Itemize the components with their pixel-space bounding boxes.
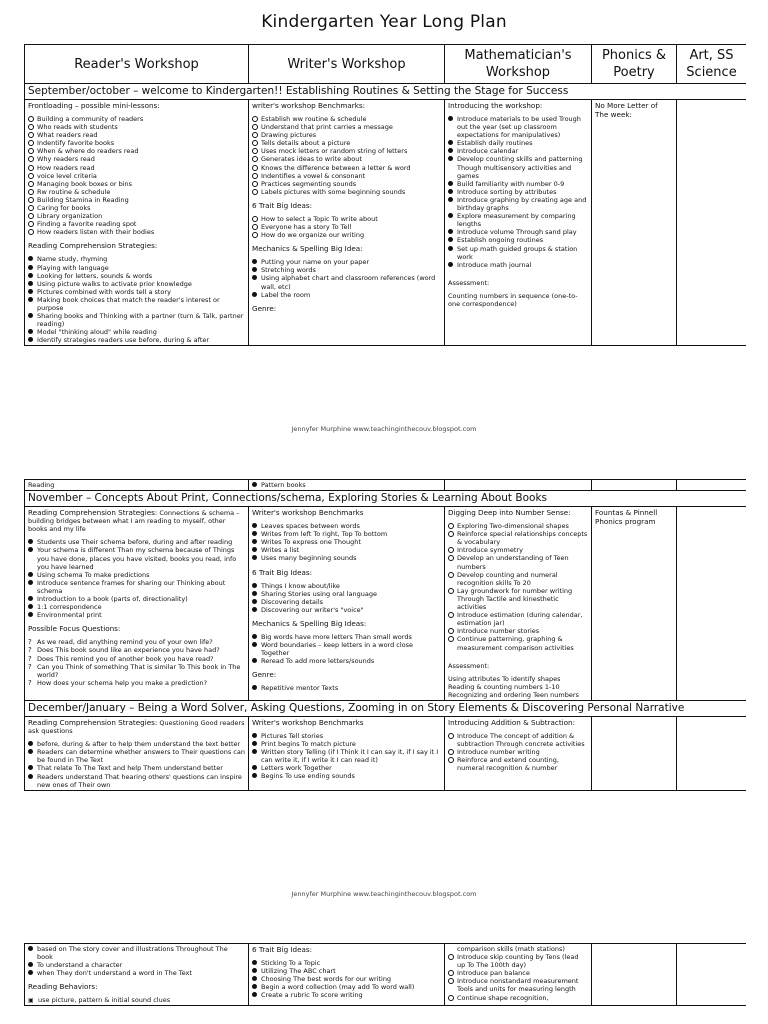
list	[252, 732, 441, 781]
list-item: What readers read	[28, 131, 245, 139]
list-item: Develop an understanding of Teen numbers	[448, 554, 588, 570]
list-item: Reinforce and extend counting, numeral recognition & number	[448, 756, 588, 772]
list-item: Introduce math journal	[448, 261, 588, 269]
list-item: Choosing The best words for our writing	[252, 975, 441, 983]
list-item: Everyone has a story To Tell	[252, 223, 441, 231]
cell-writers-dec	[249, 716, 445, 790]
list-item: Rw routine & schedule	[28, 188, 245, 196]
cell-writers-dec-cont	[249, 944, 445, 1006]
list	[28, 538, 245, 619]
list-item: Labels pictures with some beginning sounds	[252, 188, 441, 196]
list-item: Begin a word collection (may add To word wall)	[252, 983, 441, 991]
list	[28, 740, 245, 789]
heading: Reading Comprehension Strategies:	[28, 508, 158, 518]
cell-readers-dec-cont	[25, 944, 249, 1006]
list-item: Introduce estimation (during calendar, estimation jar)	[448, 611, 588, 627]
list-item: Practices segmenting sounds	[252, 180, 441, 188]
heading: 6 Trait Big Ideas:	[252, 200, 313, 210]
list-item: Using alphabet chart and classroom references (word wall, etc)	[252, 274, 441, 290]
list	[28, 638, 245, 687]
footer: Jennyfer Murphine www.teachinginthecouv.blogspot.com	[291, 425, 477, 433]
list-item: when They don't understand a word in The Text	[28, 969, 245, 977]
cell-art-nov	[677, 507, 747, 701]
list-item: Establish daily routines	[448, 139, 588, 147]
list-item: Lay groundwork for number writing Through Tactile and kinesthetic activities	[448, 587, 588, 611]
heading: Digging Deep into Number Sense:	[448, 508, 571, 518]
list-item: Identify strategies readers use before, during & after	[28, 336, 245, 344]
text: comparison skills (math stations)	[457, 945, 565, 953]
list-item: Set up math guided groups & station work	[448, 245, 588, 261]
list-item: Discovering details	[252, 598, 441, 606]
list-item: Introduce materials to be used Trough out the year (set up classroom expectations for manipulatives)	[448, 115, 588, 139]
heading: Reading Behaviors:	[28, 982, 98, 992]
list-item: Writes from left To right, Top To bottom	[252, 530, 441, 538]
heading: 6 Trait Big Ideas:	[252, 945, 313, 954]
heading: Assessment:	[448, 278, 490, 287]
header-phonics-poetry: Phonics & Poetry	[592, 45, 677, 84]
list-item: Why readers read	[28, 155, 245, 163]
list-item: Continue shape recognition,	[448, 994, 588, 1002]
list-item: Generates ideas to write about	[252, 155, 441, 163]
list-item: That relate To The Text and help Them understand better	[28, 764, 245, 772]
list-item: Understand that print carries a message	[252, 123, 441, 131]
page-2	[24, 479, 746, 883]
list-item: Establish ongoing routines	[448, 236, 588, 244]
text: use picture, pattern & initial sound clues	[38, 996, 171, 1005]
list-item: Uses many beginning sounds	[252, 554, 441, 562]
list-item: Writes To express one Thought	[252, 538, 441, 546]
list-item: Sharing books and Thinking with a partner (turn & Talk, partner reading)	[28, 312, 245, 328]
list-item: Label the room	[252, 291, 441, 299]
list-item: Introduce The concept of addition & subtraction Through concrete activities	[448, 732, 588, 748]
list-item: Introduce sentence frames for sharing our Thinking about schema	[28, 579, 245, 595]
heading: Frontloading – possible mini-lessons:	[28, 101, 160, 110]
document-title: Kindergarten Year Long Plan	[261, 12, 507, 32]
list-item: Introduction to a book (parts of, directionality)	[28, 595, 245, 603]
list-item: Things I know about/like	[252, 582, 441, 590]
list-item: Readers can determine whether answers to Their questions can be found in The Text	[28, 748, 245, 764]
cell-math-nov	[445, 507, 592, 701]
heading: Assessment:	[448, 661, 490, 670]
list-item: To understand a character	[28, 961, 245, 969]
heading: Possible Focus Questions:	[28, 624, 121, 634]
list-item: Written story Telling (if I Think it I can say it, if I say it I can write it, if I write it I can read it)	[252, 748, 441, 764]
list	[252, 215, 441, 239]
heading: Introducing the workshop:	[448, 101, 543, 110]
list-item: How readers read	[28, 164, 245, 172]
list-item: voice level criteria	[28, 172, 245, 180]
list-item: Reread To add more letters/sounds	[252, 657, 441, 665]
text: Questioning Good readers ask questions	[28, 718, 245, 736]
list-item: Writes a list	[252, 546, 441, 554]
page-3	[24, 943, 746, 1024]
cell-readers-sep	[25, 100, 249, 346]
list-item: Your schema is different Than my schema because of Things you have done, places you have visited, books you read, info you have learned	[28, 546, 245, 570]
heading: writer's workshop Benchmarks:	[252, 101, 366, 110]
list-item: Introduce sorting by attributes	[448, 188, 588, 196]
heading: Genre:	[252, 303, 277, 313]
list-item: Putting your name on your paper	[252, 258, 441, 266]
list	[252, 481, 441, 489]
list-item: Introduce nonstandard measurement Tools and units for measuring length	[448, 977, 588, 993]
cell-art-dec-cont	[677, 944, 747, 1006]
list-item: Using picture walks to activate prior knowledge	[28, 280, 245, 288]
list-item: Develop counting and numeral recognition skills To 20	[448, 571, 588, 587]
list-item: How to select a Topic To write about	[252, 215, 441, 223]
header-writers-workshop: Writer's Workshop	[249, 45, 445, 84]
list	[252, 115, 441, 196]
footer: Jennyfer Murphine www.teachinginthecouv.blogspot.com	[291, 890, 477, 898]
list-item: Library organization	[28, 212, 245, 220]
list-item: Introduce graphing by creating age and birthday graphs	[448, 196, 588, 212]
book-icon: ▣	[28, 997, 34, 1005]
heading: Genre:	[252, 670, 277, 680]
list-item: Sticking To a Topic	[252, 959, 441, 967]
heading: Writer's workshop Benchmarks	[252, 717, 364, 727]
section-december-january: December/January – Being a Word Solver, Asking Questions, Zooming in on Story Elements & Discovering Personal Narrative	[25, 700, 747, 716]
heading: 6 Trait Big Ideas:	[252, 567, 313, 577]
list-item: Pictures combined with words tell a story	[28, 288, 245, 296]
list-item: Name study, rhyming	[28, 255, 245, 263]
cell-math-cont	[445, 480, 592, 491]
cell-readers-dec	[25, 716, 249, 790]
list	[448, 732, 588, 772]
list-item: Introduce number stories	[448, 627, 588, 635]
cell-art-sep	[677, 100, 747, 346]
list-item: Managing book boxes or bins	[28, 180, 245, 188]
cell-writers-nov	[249, 507, 445, 701]
header-readers-workshop: Reader's Workshop	[25, 45, 249, 84]
list-item: Uses mock letters or random string of letters	[252, 147, 441, 155]
list-item: Discovering our writer's "voice"	[252, 606, 441, 614]
list-item: before, during & after to help them understand the text better	[28, 740, 245, 748]
list-item: Caring for books	[28, 204, 245, 212]
list-item: Introduce volume Through sand play	[448, 228, 588, 236]
list	[252, 633, 441, 665]
list-item: Model "thinking aloud" while reading	[28, 328, 245, 336]
text: Using attributes To identify shapes Reading & counting numbers 1-10 Recognizing and ordering Teen numbers	[448, 674, 579, 699]
list-item: Introduce number writing	[448, 748, 588, 756]
list-item: Pictures Tell stories	[252, 732, 441, 740]
heading: Mechanics & Spelling Big Ideas:	[252, 618, 367, 628]
list-item: Introduce calendar	[448, 147, 588, 155]
list-item: Looking for letters, sounds & words	[28, 272, 245, 280]
cell-art-dec	[677, 716, 747, 790]
cell-phonics-sep: No More Letter of The week:	[592, 100, 677, 346]
list-item: Letters work Together	[252, 764, 441, 772]
heading: Writer's workshop Benchmarks	[252, 508, 364, 518]
list-item: How readers listen with their bodies	[28, 228, 245, 236]
heading: Introducing Addition & Subtraction:	[448, 717, 576, 727]
list-item: Leaves spaces between words	[252, 522, 441, 530]
list-item: Playing with language	[28, 264, 245, 272]
list	[28, 945, 245, 977]
list-item: Exploring Two-dimensional shapes	[448, 522, 588, 530]
list-item: Readers understand That hearing others' questions can inspire new ones of Their own	[28, 773, 245, 789]
list-item: Reinforce special relationships concepts & vocabulary	[448, 530, 588, 546]
cell-phonics-dec-cont	[592, 944, 677, 1006]
list-item: When & where do readers read	[28, 147, 245, 155]
list	[448, 115, 588, 269]
list-item: How do we organize our writing	[252, 231, 441, 239]
list-item: 1:1 correspondence	[28, 603, 245, 611]
text: Counting numbers in sequence (one-to-one correspondence)	[448, 291, 578, 308]
list-item: Big words have more letters Than small words	[252, 633, 441, 641]
list-item: Introduce skip counting by Tens (lead up To The 100th day)	[448, 953, 588, 969]
list-item: Establish ww routine & schedule	[252, 115, 441, 123]
cell-writers-sep	[249, 100, 445, 346]
heading: Mechanics & Spelling Big Idea:	[252, 244, 363, 254]
cell-writers-cont	[249, 480, 445, 491]
list-item: ? Does This book sound like an experience you have had?	[28, 646, 245, 654]
list	[252, 684, 441, 692]
cell-readers-nov	[25, 507, 249, 701]
list-item: Building a community of readers	[28, 115, 245, 123]
list-item: Making book choices that match the reader's interest or purpose	[28, 296, 245, 312]
list	[448, 953, 588, 1002]
list	[252, 258, 441, 298]
list	[28, 115, 245, 236]
list-item: Explore measurement by comparing lengths	[448, 212, 588, 228]
heading: Reading Comprehension Strategies:	[28, 717, 158, 727]
list-item: ? How does your schema help you make a prediction?	[28, 679, 245, 687]
cell-phonics-dec	[592, 716, 677, 790]
heading: Reading Comprehension Strategies:	[28, 241, 158, 251]
cell-readers-cont: Reading	[25, 480, 249, 491]
list-item: based on The story cover and illustrations Throughout The book	[28, 945, 245, 961]
list-item: Using schema To make predictions	[28, 571, 245, 579]
list-item: Indentifies a vowel & consonant	[252, 172, 441, 180]
header-art-ss-science: Art, SS Science	[677, 45, 747, 84]
list-item: Tells details about a picture	[252, 139, 441, 147]
list-item: Sharing Stories using oral language	[252, 590, 441, 598]
page-1	[24, 44, 746, 420]
section-november: November – Concepts About Print, Connections/schema, Exploring Stories & Learning About Books	[25, 491, 747, 507]
list-item: ? As we read, did anything remind you of your own life?	[28, 638, 245, 646]
list-item: Environmental print	[28, 611, 245, 619]
list	[252, 582, 441, 614]
list-item: Introduce pan balance	[448, 969, 588, 977]
list-item: Word boundaries – keep letters in a word close Together	[252, 641, 441, 657]
cell-phonics-nov: Fountas & Pinnell Phonics program	[592, 507, 677, 701]
cell-math-sep	[445, 100, 592, 346]
list-item: Utilizing The ABC chart	[252, 967, 441, 975]
list-item: Students use Their schema before, during and after reading	[28, 538, 245, 546]
list	[252, 959, 441, 999]
list-item: Knows the difference between a letter & word	[252, 164, 441, 172]
list-item: Begins To use ending sounds	[252, 772, 441, 780]
section-september-october: September/october – welcome to Kindergarten!! Establishing Routines & Setting the Stage for Success	[25, 84, 747, 100]
list-item: Print begins To match picture	[252, 740, 441, 748]
text: Connections & schema – building bridges between what I am reading to myself, other books and my life	[28, 509, 240, 534]
list-item: Continue patterning, graphing & measurement comparison activities	[448, 635, 588, 651]
list-item: ? Does This remind you of another book you have read?	[28, 655, 245, 663]
cell-art-cont	[677, 480, 747, 491]
header-mathematicians-workshop: Mathematician's Workshop	[445, 45, 592, 84]
list-item: Building Stamina in Reading	[28, 196, 245, 204]
list-item: Indentify favorite books	[28, 139, 245, 147]
list	[28, 255, 245, 344]
list	[448, 522, 588, 652]
cell-math-dec	[445, 716, 592, 790]
list-item: Who reads with students	[28, 123, 245, 131]
cell-math-dec-cont	[445, 944, 592, 1006]
list-item: Build familiarity with number 0-9	[448, 180, 588, 188]
list	[252, 522, 441, 562]
list-item: ? Can you Think of something That is similar To This book in The world?	[28, 663, 245, 679]
cell-phonics-cont	[592, 480, 677, 491]
list-item: Stretching words	[252, 266, 441, 274]
list-item: Develop counting skills and patterning Though multisensory activities and games	[448, 155, 588, 179]
list-item: Introduce symmetry	[448, 546, 588, 554]
list-item: Pattern books	[252, 481, 441, 489]
list-item	[28, 996, 245, 1004]
list-item: Drawing pictures	[252, 131, 441, 139]
list-item: Create a rubric To score writing	[252, 991, 441, 999]
list-item: Repetitive mentor Texts	[252, 684, 441, 692]
list-item: Finding a favorite reading spot	[28, 220, 245, 228]
